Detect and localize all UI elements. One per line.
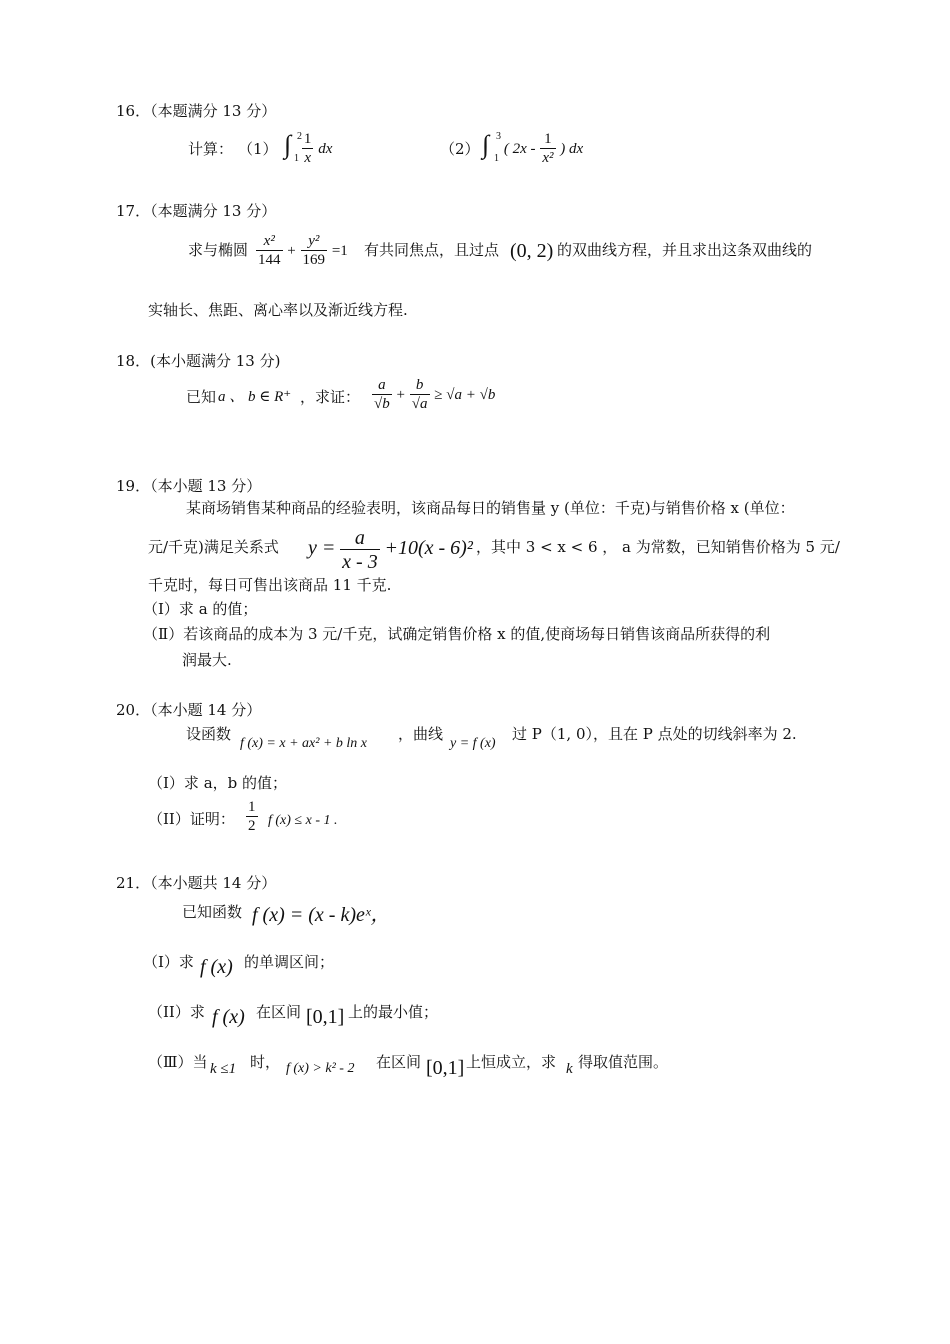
problem-21-q2-c: 上的最小值； [348, 1003, 439, 1021]
integral-1-lower: 1 [294, 153, 299, 164]
problem-20-mid: ，曲线 [398, 725, 444, 743]
integral-2-close: ) dx [560, 141, 584, 157]
ineq-frac-a-num: a [372, 378, 392, 395]
problem-21-q3-inequality: f (x) > k² - 2 [286, 1061, 355, 1076]
problem-18-vars: a 、 b ∈ R⁺ [218, 389, 292, 405]
integral-2-fraction [540, 132, 555, 166]
problem-21-q3-interval: [0,1] [426, 1057, 465, 1079]
ineq-frac-a-den: √b [374, 396, 390, 412]
integral-1-den: x [304, 150, 311, 166]
problem-17-title: 17．（本题满分 13 分） [116, 202, 277, 220]
problem-20-curve: y = f (x) [450, 736, 496, 751]
problem-20-tail: 过 P（1, 0），且在 P 点处的切线斜率为 2. [512, 725, 797, 743]
problem-20-q1: （I）求 a，b 的值； [148, 774, 288, 792]
ellipse-frac-x-num: x² [256, 234, 283, 251]
ellipse-frac-y-den: 169 [302, 252, 326, 268]
problem-21-q3-e: 得取值范围。 [578, 1053, 669, 1071]
problem-21-q3-kk: k [566, 1061, 573, 1077]
integral-1-fraction [302, 132, 314, 166]
problem-21-q3-a: （Ⅲ）当 [148, 1053, 208, 1071]
problem-21-lead: 已知函数 [182, 903, 243, 921]
problem-21-q2-f: f (x) [212, 1006, 245, 1028]
ineq-frac-b-den: √a [411, 396, 428, 412]
half-den: 2 [248, 818, 256, 834]
problem-20-title: 20．（本小题 14 分） [116, 701, 262, 719]
integral-1-num: 1 [303, 131, 312, 147]
integral-1: ∫ 2 1 $\frac{1}{x}$ dx [284, 130, 333, 166]
ineq-frac-a [372, 378, 392, 412]
problem-19-title: 19．（本小题 13 分） [116, 477, 262, 495]
problem-21-q1-a: （I）求 [143, 953, 194, 971]
problem-19-line2-c: ，其中 3 < x < 6 ， a 为常数，已知销售价格为 5 元/ [476, 538, 840, 556]
integral-2-den: x² [542, 150, 554, 166]
problem-21-q1-b: 的单调区间； [244, 953, 335, 971]
problem-18-mid: ，求证： [300, 388, 361, 406]
half-fraction [246, 800, 258, 834]
sales-formula-num: a [340, 528, 380, 550]
problem-20-function: f (x) = x + ax² + b ln x [240, 736, 367, 751]
problem-19-q1: （Ⅰ）求 a 的值； [143, 600, 258, 618]
problem-16-intro: 计算： [188, 140, 234, 158]
integral-1-upper: 2 [297, 131, 302, 142]
ineq-rhs: ≥ √a + √b [434, 387, 496, 403]
integral-2: ∫ 3 1 ( 2x - $\frac{1}{\text{x²}}$ ) dx [482, 130, 584, 166]
sales-formula-rest: +10(x - 6)² [384, 537, 473, 559]
ellipse-frac-y [301, 234, 328, 268]
problem-20-half [246, 800, 258, 834]
problem-20-q2-b: f (x) ≤ x - 1 . [268, 813, 338, 828]
sales-formula-frac [340, 528, 380, 572]
sales-formula-y: y = [308, 537, 336, 559]
problem-16-part1-label: （1） [238, 140, 278, 158]
ineq-frac-b [410, 378, 430, 412]
problem-21-q2-interval: [0,1] [306, 1006, 345, 1028]
ellipse-equation [256, 234, 348, 268]
sales-formula-den: x - 3 [342, 551, 378, 573]
problem-18-lead: 已知 [186, 388, 217, 406]
ellipse-frac-y-num: y² [301, 234, 328, 251]
problem-17-line2: 实轴长、焦距、离心率以及渐近线方程. [148, 301, 408, 319]
integral-1-dx: dx [318, 141, 333, 157]
problem-21-q3-c: 在区间 [376, 1053, 422, 1071]
problem-21-function: f (x) = (x - k)eˣ， [252, 904, 391, 926]
problem-16-title: 16．（本题满分 13 分） [116, 102, 277, 120]
problem-19-q2-a: （Ⅱ）若该商品的成本为 3 元/千克，试确定销售价格 x 的值,使商场每日销售该商品所获得的利 [143, 625, 771, 643]
problem-21-q3-k: k ≤1 [210, 1061, 237, 1077]
problem-17-tail: 的双曲线方程，并且求出这条双曲线的 [557, 241, 813, 259]
problem-16-part2-label: （2） [440, 140, 480, 158]
problem-21-q1-f: f (x) [200, 956, 233, 978]
ellipse-plus: + [287, 243, 296, 259]
integral-2-lower: 1 [494, 153, 499, 164]
problem-19-line2-a: 元/千克)满足关系式 [148, 538, 279, 556]
problem-17-mid: 有共同焦点，且过点 [364, 241, 500, 259]
problem-19-line1: 某商场销售某种商品的经验表明，该商品每日的销售量 y (单位：千克)与销售价格 x (单位： [186, 499, 795, 517]
problem-21-q2-a: （II）求 [148, 1003, 205, 1021]
problem-21-q2-b: 在区间 [256, 1003, 302, 1021]
integral-2-open: ( 2x - [503, 141, 536, 157]
problem-17-point: (0, 2) [510, 240, 554, 262]
problem-18-title: 18．(本小题满分 13 分) [116, 352, 281, 370]
inequality-expression: $\frac{a}{√b}$ + $\frac{b}{√a}$ ≥ √a + √b [374, 377, 496, 412]
problem-21-q3-b: 时， [250, 1053, 281, 1071]
problem-20-q2-a: （II）证明： [148, 810, 235, 828]
ellipse-frac-x-den: 144 [258, 252, 281, 268]
problem-21-q3-d: 上恒成立，求 [466, 1053, 557, 1071]
problem-19-line3: 千克时，每日可售出该商品 11 千克. [148, 576, 392, 594]
ellipse-frac-x [256, 234, 283, 268]
sales-formula [308, 528, 473, 572]
problem-19-q2-b: 润最大. [182, 651, 232, 669]
integral-2-upper: 3 [496, 131, 501, 142]
integral-2-num: 1 [540, 132, 555, 149]
problem-20-lead: 设函数 [186, 725, 232, 743]
ineq-frac-b-num: b [410, 378, 430, 395]
problem-17-lead: 求与椭圆 [188, 241, 249, 259]
half-num: 1 [248, 799, 256, 815]
problem-21-title: 21．（本小题共 14 分） [116, 874, 277, 892]
ellipse-eq: =1 [331, 243, 348, 259]
